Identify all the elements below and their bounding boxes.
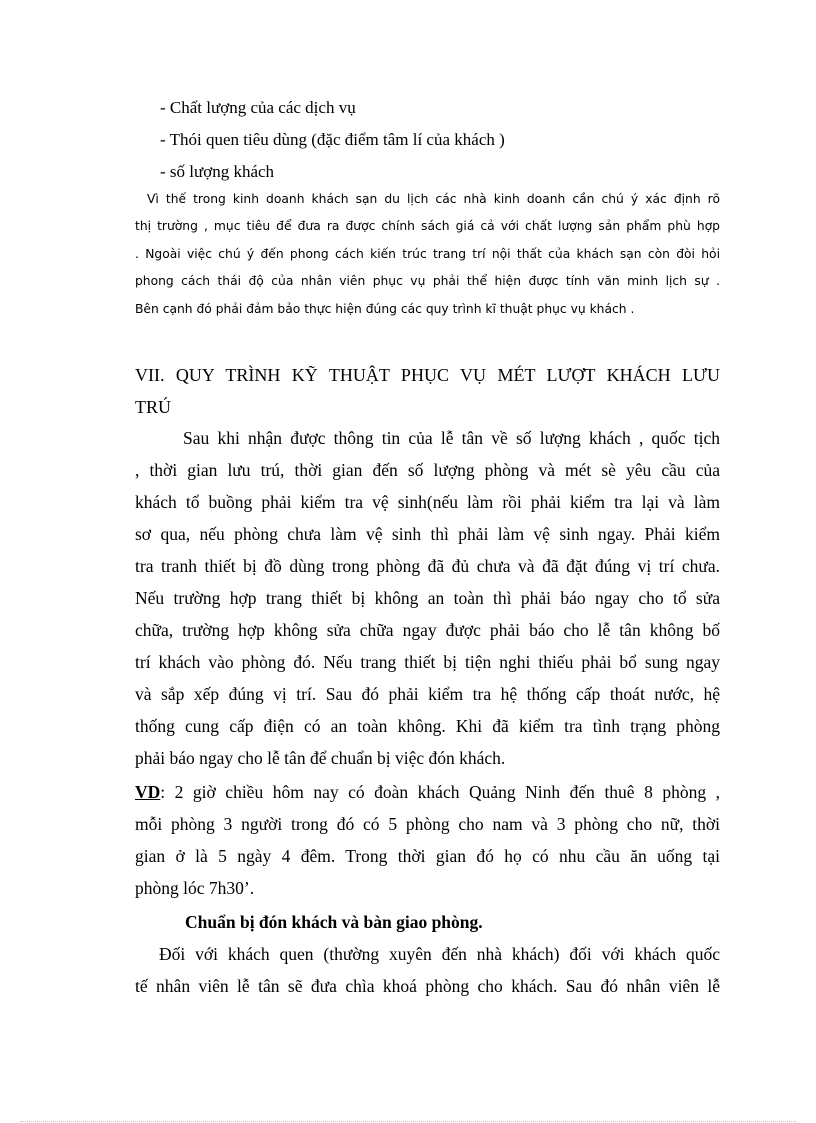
bullet-item: - số lượng khách bbox=[160, 162, 275, 181]
bullet-item: - Thói quen tiêu dùng (đặc điểm tâm lí của khách ) bbox=[160, 130, 505, 149]
example-label: VD bbox=[135, 782, 161, 802]
paragraph-line: Nếu trường hợp trang thiết bị không an toàn thì phải báo ngay cho tổ sửa bbox=[135, 588, 720, 608]
paragraph-line: sơ qua, nếu phòng chưa làm vệ sinh thì phải làm vệ sinh ngay. Phải kiểm bbox=[135, 524, 720, 544]
paragraph-line: . Ngoài việc chú ý đến phong cách kiến trúc trang trí nội thất của khách sạn còn đòi hỏi bbox=[135, 246, 720, 261]
example-paragraph bbox=[135, 776, 720, 904]
paragraph-line: Bên cạnh đó phải đảm bảo thực hiện đúng các quy trình kĩ thuật phục vụ khách . bbox=[135, 301, 635, 316]
example-first-line-text: : 2 giờ chiều hôm nay có đoàn khách Quảng Ninh đến thuê 8 phòng , bbox=[160, 782, 720, 802]
paragraph-line: khách tổ buồng phải kiểm tra vệ sinh(nếu làm rồi phải kiểm tra lại và làm bbox=[135, 492, 720, 512]
bullet-item: - Chất lượng của các dịch vụ bbox=[160, 98, 356, 117]
paragraph-line: Đối với khách quen (thường xuyên đến nhà khách) đối với khách quốc bbox=[159, 944, 720, 964]
body-paragraph bbox=[135, 422, 720, 774]
paragraph-line: tế nhân viên lễ tân sẽ đưa chìa khoá phòng cho khách. Sau đó nhân viên lễ bbox=[135, 976, 720, 996]
intro-paragraph bbox=[135, 186, 720, 323]
section-heading bbox=[135, 359, 720, 423]
paragraph-line: Sau khi nhận được thông tin của lễ tân về số lượng khách , quốc tịch bbox=[183, 428, 720, 448]
heading-line: VII. QUY TRÌNH KỸ THUẬT PHỤC VỤ MÉT LƯỢT KHÁCH LƯU bbox=[135, 365, 720, 385]
paragraph-line: thống cung cấp điện có an toàn không. Khi đã kiểm tra tình trạng phòng bbox=[135, 716, 720, 736]
example-first-line bbox=[135, 776, 720, 808]
paragraph-line: mỗi phòng 3 người trong đó có 5 phòng cho nam và 3 phòng cho nữ, thời bbox=[135, 814, 720, 834]
paragraph-line: phải báo ngay cho lễ tân để chuẩn bị việc đón khách. bbox=[135, 748, 506, 768]
paragraph-line: Vì thế trong kinh doanh khách sạn du lịch các nhà kinh doanh cần chú ý xác định rõ bbox=[147, 192, 720, 206]
paragraph-line: trí khách vào phòng đó. Nếu trang thiết bị tiện nghi thiếu phải bổ sung ngay bbox=[135, 652, 720, 672]
bullet-list bbox=[160, 92, 505, 188]
paragraph-line: thị trường , mục tiêu để đưa ra được chính sách giá cả với chất lượng sản phẩm phù hợp bbox=[135, 219, 720, 234]
paragraph-line: tra tranh thiết bị đồ dùng trong phòng đã đủ chưa và đã đặt đúng vị trí chưa. bbox=[135, 556, 720, 576]
paragraph-line: gian ở là 5 ngày 4 đêm. Trong thời gian đó họ có nhu cầu ăn uống tại bbox=[135, 846, 720, 866]
subsection-heading: Chuẩn bị đón khách và bàn giao phòng. bbox=[185, 912, 483, 932]
paragraph-line: chữa, trường hợp không sửa chữa ngay được phải báo cho lễ tân không bố bbox=[135, 620, 720, 640]
paragraph-line: , thời gian lưu trú, thời gian đến số lượng phòng và mét sè yêu cầu của bbox=[135, 460, 720, 480]
paragraph-line: phong cách thái độ của nhân viên phục vụ phải thể hiện được tính văn minh lịch sự . bbox=[135, 274, 720, 289]
heading-line: TRÚ bbox=[135, 397, 171, 417]
paragraph-line: và sắp xếp đúng vị trí. Sau đó phải kiểm tra hệ thống cấp thoát nước, hệ bbox=[135, 684, 720, 704]
paragraph-line: phòng lóc 7h30’. bbox=[135, 878, 255, 898]
closing-paragraph bbox=[135, 938, 720, 1002]
page-bottom-divider bbox=[20, 1121, 796, 1122]
